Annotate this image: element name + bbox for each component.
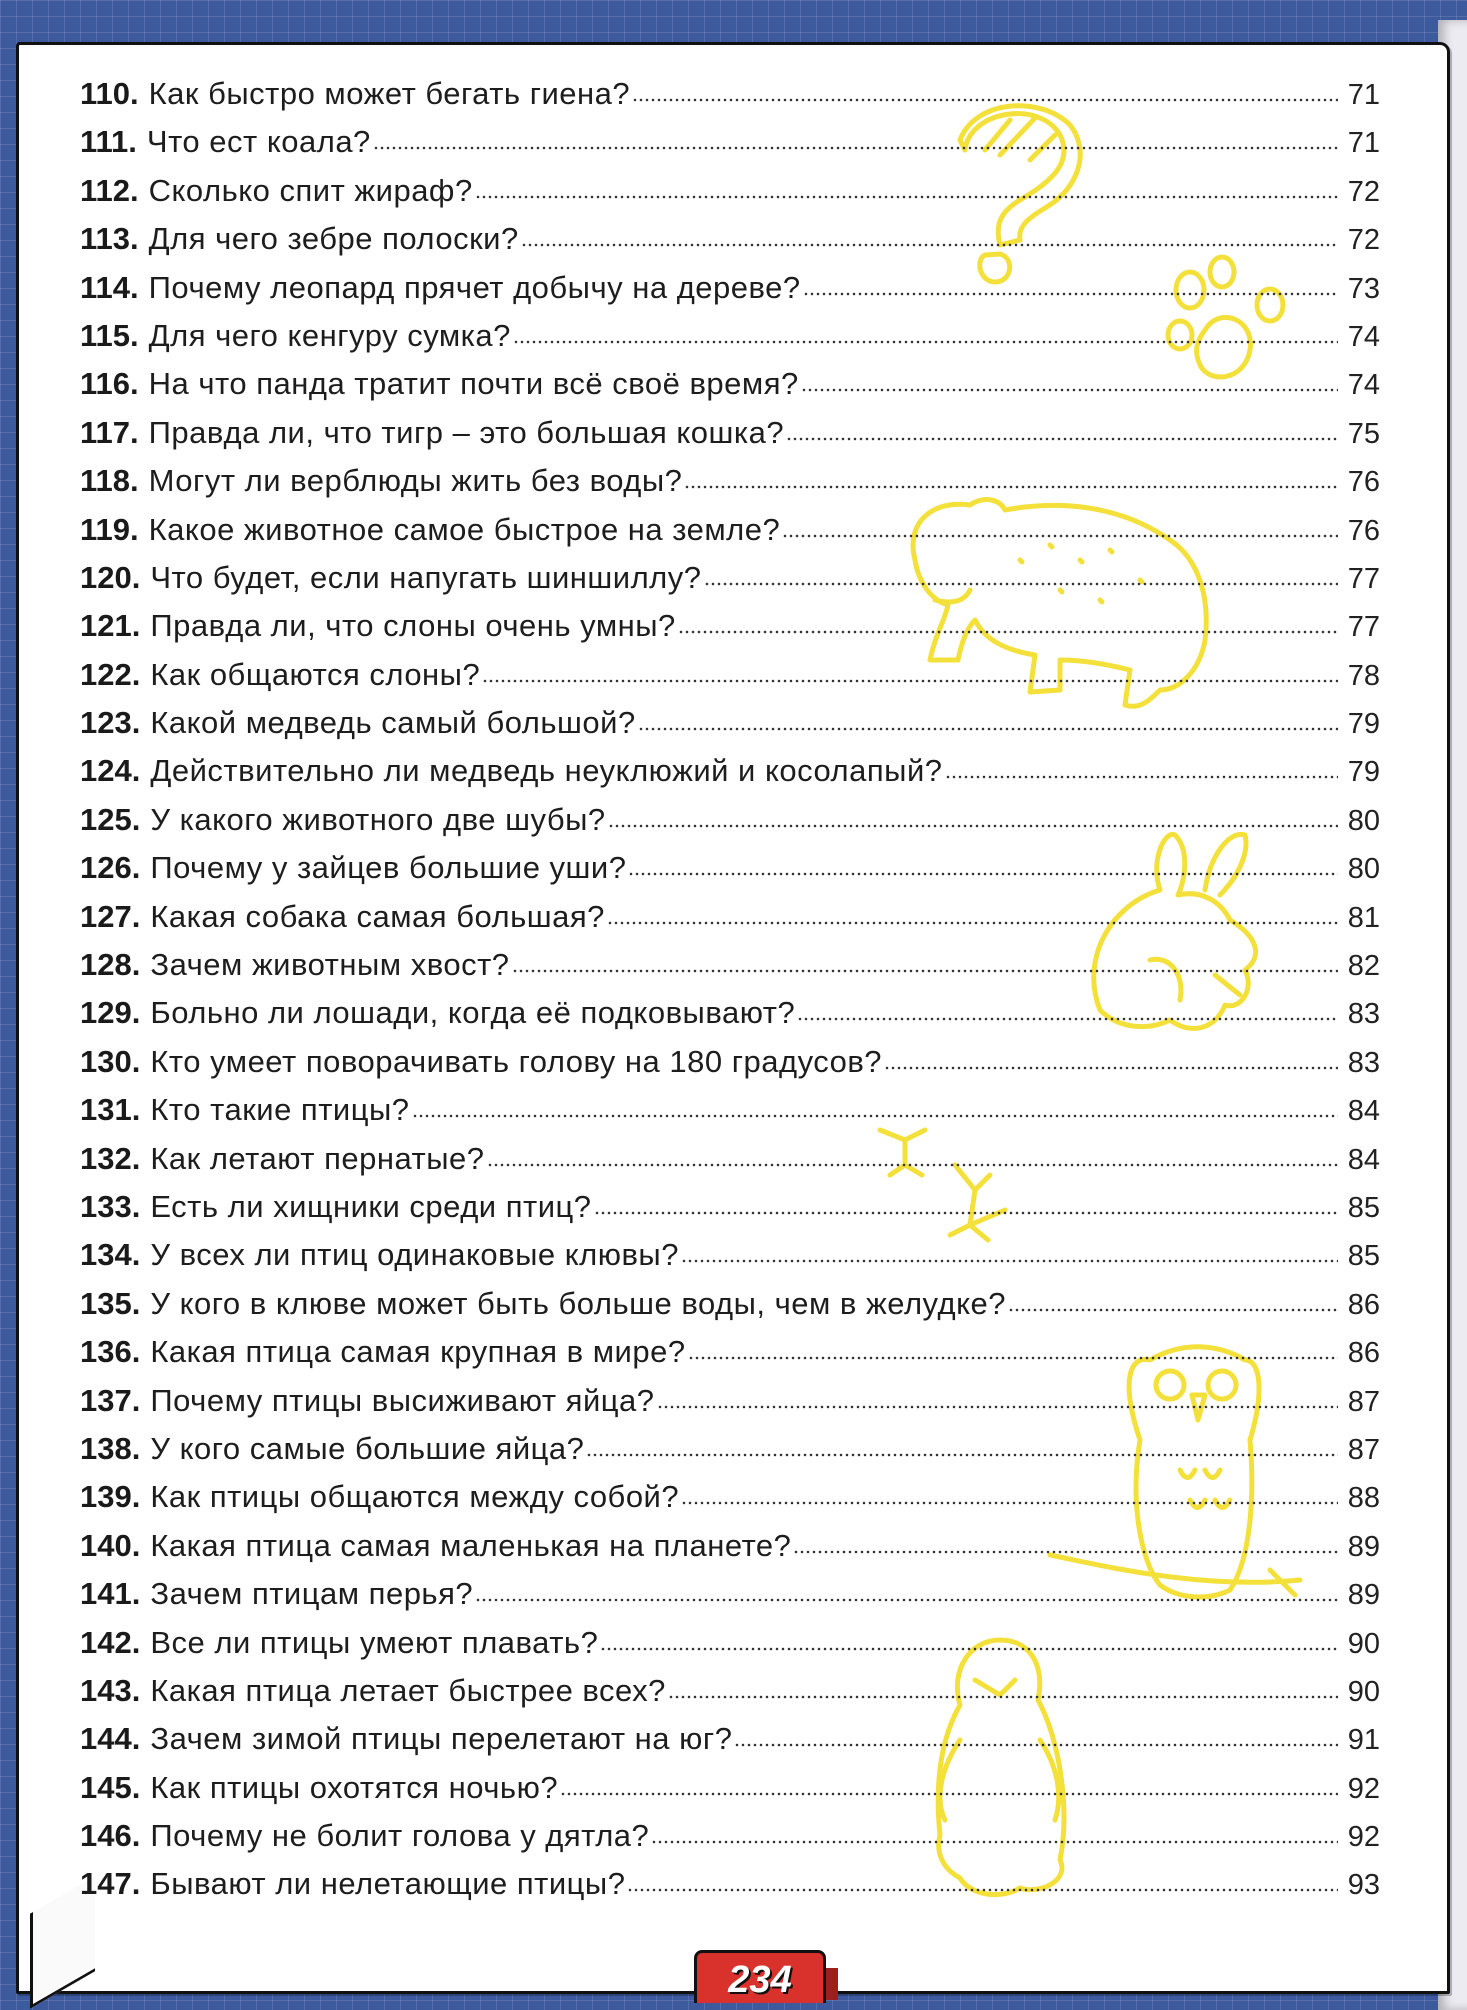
entry-title: У всех ли птиц одинаковые клювы?: [150, 1237, 679, 1273]
entry-title: Какая собака самая большая?: [150, 898, 605, 934]
entry-page: 89: [1347, 1579, 1380, 1612]
entry-number: 128.: [80, 947, 141, 983]
toc-entry[interactable]: [80, 1141, 1380, 1189]
toc-entry[interactable]: [80, 1673, 1380, 1721]
entry-title: Какая птица самая маленькая на планете?: [150, 1527, 792, 1563]
entry-page: 85: [1347, 1191, 1380, 1224]
entry-number: 145.: [80, 1769, 141, 1805]
toc-entry[interactable]: [80, 463, 1380, 511]
entry-title: У какого животного две шубы?: [150, 801, 606, 837]
entry-title: Правда ли, что тигр – это большая кошка?: [148, 414, 785, 450]
dot-leader: [704, 581, 1338, 587]
dot-leader: [688, 1355, 1338, 1361]
toc-entry[interactable]: [80, 1431, 1380, 1479]
entry-title: Кто умеет поворачивать голову на 180 градусов?: [150, 1043, 883, 1079]
entry-page: 71: [1347, 79, 1380, 111]
entry-title: Зачем птицам перья?: [150, 1576, 474, 1612]
dot-leader: [607, 920, 1338, 926]
entry-page: 74: [1347, 369, 1380, 402]
entry-number: 135.: [80, 1285, 141, 1321]
toc-entry[interactable]: [80, 705, 1380, 753]
entry-title: Какая птица самая крупная в мире?: [150, 1334, 686, 1370]
entry-number: 120.: [80, 559, 141, 595]
entry-number: 147.: [80, 1866, 141, 1902]
dot-leader: [681, 1258, 1338, 1264]
entry-page: 86: [1347, 1337, 1380, 1370]
toc-entry[interactable]: [80, 947, 1380, 995]
entry-number: 137.: [80, 1382, 141, 1418]
entry-number: 127.: [80, 898, 141, 934]
entry-page: 86: [1347, 1288, 1380, 1321]
toc-entry[interactable]: [80, 1576, 1380, 1624]
entry-number: 116.: [80, 366, 139, 402]
dot-leader: [793, 1549, 1338, 1555]
entry-number: 121.: [80, 608, 141, 644]
entry-number: 136.: [80, 1334, 141, 1370]
entry-page: 82: [1347, 950, 1380, 983]
entry-number: 111.: [80, 124, 137, 160]
entry-title: Все ли птицы умеют плавать?: [150, 1624, 599, 1660]
entry-page: 90: [1347, 1627, 1380, 1660]
entry-page: 90: [1347, 1675, 1380, 1708]
toc-entry[interactable]: [80, 1528, 1380, 1576]
dot-leader: [475, 1597, 1338, 1603]
dot-leader: [628, 871, 1338, 877]
entry-page: 77: [1347, 611, 1380, 644]
entry-page: 93: [1347, 1869, 1380, 1902]
entry-number: 122.: [80, 656, 141, 692]
entry-title: Для чего кенгуру сумка?: [148, 317, 511, 353]
entry-number: 144.: [80, 1721, 141, 1757]
toc-entry[interactable]: [80, 1237, 1380, 1285]
dot-leader: [513, 339, 1338, 345]
toc-entry[interactable]: [80, 1383, 1380, 1431]
dot-leader: [521, 242, 1338, 248]
entry-title: Бывают ли нелетающие птицы?: [150, 1866, 626, 1902]
entry-page: 76: [1347, 466, 1380, 499]
dot-leader: [512, 968, 1338, 974]
toc-entry[interactable]: [80, 850, 1380, 898]
entry-number: 140.: [80, 1527, 141, 1563]
dot-leader: [594, 1210, 1338, 1216]
toc-entry[interactable]: [80, 173, 1380, 221]
dot-leader: [373, 145, 1338, 151]
entry-title: Почему птицы высиживают яйца?: [150, 1382, 655, 1418]
toc-entry[interactable]: [80, 1625, 1380, 1673]
toc-entry[interactable]: [80, 366, 1380, 414]
toc-entry[interactable]: [80, 1286, 1380, 1334]
entry-page: 78: [1347, 659, 1380, 692]
dot-leader: [884, 1065, 1338, 1071]
entry-number: 124.: [80, 753, 141, 789]
toc-entry[interactable]: [80, 899, 1380, 947]
dot-leader: [786, 436, 1338, 442]
table-of-contents: [80, 76, 1380, 1915]
entry-page: 91: [1347, 1724, 1380, 1757]
entry-page: 87: [1347, 1385, 1380, 1418]
toc-entry[interactable]: [80, 802, 1380, 850]
entry-title: Могут ли верблюды жить без воды?: [148, 463, 683, 499]
toc-entry[interactable]: [80, 221, 1380, 269]
entry-page: 79: [1347, 708, 1380, 741]
entry-title: Как общаются слоны?: [150, 656, 481, 692]
dot-leader: [801, 387, 1338, 393]
entry-number: 117.: [80, 414, 139, 450]
entry-number: 113.: [80, 221, 139, 257]
toc-entry[interactable]: [80, 76, 1380, 124]
entry-page: 92: [1347, 1772, 1380, 1805]
dot-leader: [651, 1839, 1338, 1845]
entry-page: 85: [1347, 1240, 1380, 1273]
entry-page: 87: [1347, 1433, 1380, 1466]
toc-entry[interactable]: [80, 415, 1380, 463]
entry-title: Для чего зебре полоски?: [148, 221, 519, 257]
entry-title: Больно ли лошади, когда её подковывают?: [150, 995, 796, 1031]
entry-title: Почему у зайцев большие уши?: [150, 850, 627, 886]
page-number: 234: [728, 1959, 792, 2001]
entry-number: 126.: [80, 850, 141, 886]
entry-page: 77: [1347, 562, 1380, 595]
toc-entry[interactable]: [80, 1866, 1380, 1914]
entry-number: 123.: [80, 705, 141, 741]
entry-title: Как летают пернатые?: [150, 1140, 485, 1176]
entry-title: У кого самые большие яйца?: [150, 1430, 585, 1466]
entry-page: 92: [1347, 1821, 1380, 1854]
entry-title: Как птицы общаются между собой?: [150, 1479, 680, 1515]
entry-number: 143.: [80, 1672, 141, 1708]
entry-number: 114.: [80, 269, 139, 305]
dot-leader: [600, 1646, 1338, 1652]
entry-page: 84: [1347, 1095, 1380, 1128]
entry-page: 74: [1347, 320, 1380, 353]
entry-title: Зачем животным хвост?: [150, 947, 510, 983]
dot-leader: [638, 726, 1338, 732]
dot-leader: [632, 97, 1338, 103]
toc-entry[interactable]: [80, 124, 1380, 172]
toc-entry[interactable]: [80, 512, 1380, 560]
entry-title: Что будет, если напугать шиншиллу?: [150, 559, 702, 595]
entry-page: 71: [1347, 127, 1380, 160]
entry-page: 76: [1347, 514, 1380, 547]
toc-entry[interactable]: [80, 560, 1380, 608]
toc-entry[interactable]: [80, 1818, 1380, 1866]
entry-number: 141.: [80, 1576, 141, 1612]
entry-title: Почему леопард прячет добычу на дереве?: [148, 269, 801, 305]
entry-title: Почему не болит голова у дятла?: [150, 1818, 650, 1854]
entry-page: 83: [1347, 1046, 1380, 1079]
toc-entry[interactable]: [80, 608, 1380, 656]
entry-number: 118.: [80, 463, 139, 499]
entry-page: 80: [1347, 853, 1380, 886]
dot-leader: [684, 484, 1338, 490]
toc-entry[interactable]: [80, 318, 1380, 366]
entry-page: 75: [1347, 417, 1380, 450]
toc-entry[interactable]: [80, 1044, 1380, 1092]
dot-leader: [797, 1016, 1338, 1022]
entry-page: 89: [1347, 1530, 1380, 1563]
dot-leader: [678, 629, 1338, 635]
toc-entry[interactable]: [80, 1334, 1380, 1382]
entry-number: 130.: [80, 1043, 141, 1079]
entry-page: 80: [1347, 804, 1380, 837]
toc-entry[interactable]: [80, 1189, 1380, 1237]
entry-title: Зачем зимой птицы перелетают на юг?: [150, 1721, 733, 1757]
entry-title: Как птицы охотятся ночью?: [150, 1769, 559, 1805]
toc-entry[interactable]: [80, 1479, 1380, 1527]
entry-title: У кого в клюве может быть больше воды, чем в желудке?: [150, 1285, 1006, 1321]
toc-entry[interactable]: [80, 1770, 1380, 1818]
entry-page: 73: [1347, 272, 1380, 305]
entry-page: 88: [1347, 1482, 1380, 1515]
entry-number: 132.: [80, 1140, 141, 1176]
entry-number: 146.: [80, 1818, 141, 1854]
entry-page: 81: [1347, 901, 1380, 934]
entry-title: На что панда тратит почти всё своё время?: [148, 366, 799, 402]
toc-entry[interactable]: [80, 753, 1380, 801]
dot-leader: [608, 823, 1338, 829]
entry-number: 133.: [80, 1188, 141, 1224]
dot-leader: [945, 774, 1338, 780]
entry-number: 115.: [80, 317, 139, 353]
toc-entry[interactable]: [80, 657, 1380, 705]
entry-number: 125.: [80, 801, 141, 837]
dot-leader: [782, 533, 1338, 539]
entry-page: 79: [1347, 756, 1380, 789]
entry-title: Действительно ли медведь неуклюжий и косолапый?: [150, 753, 943, 789]
toc-entry[interactable]: [80, 995, 1380, 1043]
dot-leader: [734, 1742, 1338, 1748]
dot-leader: [560, 1791, 1338, 1797]
toc-entry[interactable]: [80, 1721, 1380, 1769]
entry-title: Какая птица летает быстрее всех?: [150, 1672, 666, 1708]
dot-leader: [803, 291, 1338, 297]
toc-entry[interactable]: [80, 270, 1380, 318]
entry-title: Сколько спит жираф?: [148, 172, 473, 208]
dot-leader: [681, 1500, 1338, 1506]
entry-title: Какой медведь самый большой?: [150, 705, 636, 741]
entry-number: 119.: [80, 511, 139, 547]
dot-leader: [412, 1113, 1338, 1119]
dot-leader: [1008, 1307, 1338, 1313]
entry-title: Как быстро может бегать гиена?: [148, 76, 631, 111]
entry-page: 72: [1347, 175, 1380, 208]
dot-leader: [487, 1162, 1339, 1168]
dot-leader: [657, 1404, 1338, 1410]
dot-leader: [627, 1887, 1338, 1893]
entry-title: Какое животное самое быстрое на земле?: [148, 511, 781, 547]
dot-leader: [482, 678, 1338, 684]
entry-number: 112.: [80, 172, 139, 208]
entry-number: 138.: [80, 1430, 141, 1466]
entry-title: Кто такие птицы?: [150, 1092, 410, 1128]
entry-number: 139.: [80, 1479, 141, 1515]
page-number-tab: [694, 1950, 826, 2003]
entry-number: 142.: [80, 1624, 141, 1660]
entry-number: 131.: [80, 1092, 141, 1128]
dot-leader: [475, 194, 1338, 200]
dot-leader: [668, 1694, 1338, 1700]
entry-number: 134.: [80, 1237, 141, 1273]
entry-number: 129.: [80, 995, 141, 1031]
entry-number: 110.: [80, 76, 139, 111]
entry-title: Есть ли хищники среди птиц?: [150, 1188, 592, 1224]
toc-entry[interactable]: [80, 1092, 1380, 1140]
entry-page: 84: [1347, 1143, 1380, 1176]
dot-leader: [586, 1452, 1338, 1458]
entry-title: Что ест коала?: [146, 124, 371, 160]
entry-page: 83: [1347, 998, 1380, 1031]
entry-page: 72: [1347, 224, 1380, 257]
entry-title: Правда ли, что слоны очень умны?: [150, 608, 676, 644]
